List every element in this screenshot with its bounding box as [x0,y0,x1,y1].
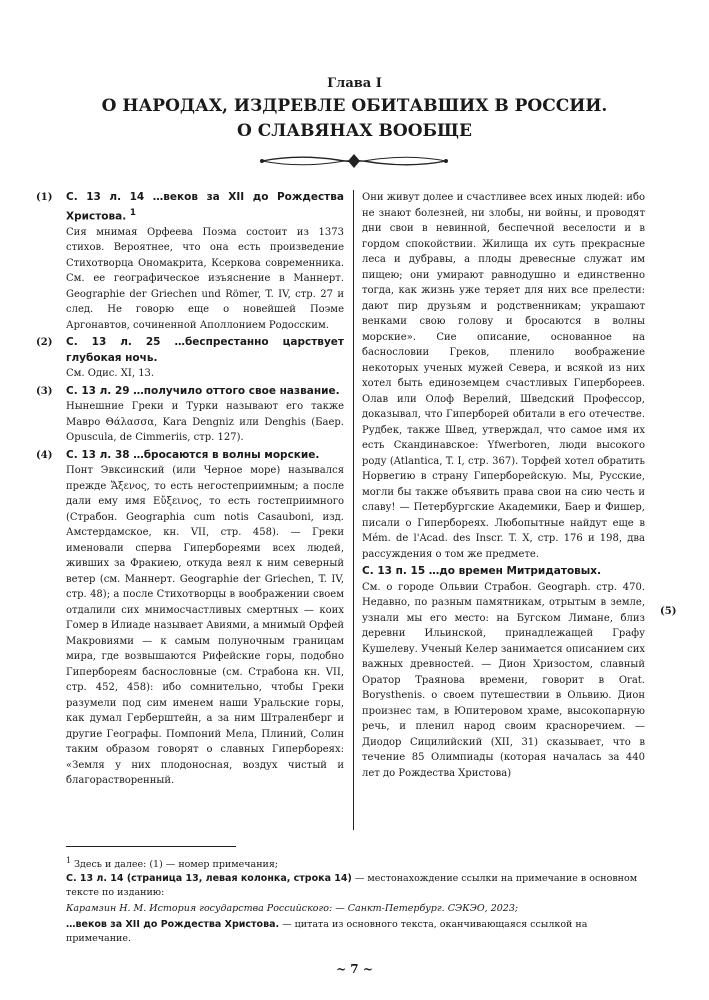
note-text: См. о городе Ольвии Страбон. Geograph. стр. 470. Недавно, по разным памятникам, отрытым в земле, узнали мы его место: на Бугском Лимане, близ деревни Ильинской, принадлежащей Графу Кушелеву. Ученый Келер занимается описанием сих важных древностей. — Дион Хризостом, славный Оратор Траянова времени, говорит в Orat. Borysthenis. о своем путешествии в Ольвию. Дион произнес там, в Юпитеровом храме, высокопарную речь, и пленил народ своим красноречием. — Диодор Сицилийский (XII, 31) сказывает, что в течение 85 Олимпиады (которая началась за 440 лет до Рождества Христова) [362,581,645,779]
footnote-4: …веков за XII до Рождества Христова. — цитата из основного текста, оканчивающаяся ссылкой на примечание. [66,919,588,944]
note-2 [36,335,344,382]
footnote-rule [66,846,236,847]
footnote-ref: 1 [129,207,136,218]
note-4 [36,448,344,789]
note-3 [36,384,344,446]
note-heading: С. 13 л. 29 …получило оттого свое название. [66,384,340,397]
note-number: (1) [36,192,53,203]
column-separator [353,190,354,830]
note-number: (4) [36,449,53,461]
note-text: Нынешние Греки и Турки называют его также Мавро Θάλασσα, Kara Dengniz или Denghis (Баер. Opuscula, de Cimmeriis, стр. 127). [66,401,344,443]
note-number: (2) [36,337,53,348]
note-text-part2: Они живут долее и счастливее всех иных людей: ибо не знают болезней, ни злобы, ни войны, и проводят дни свои в невинной, беспечной веселости и в гордом спокойствии. Жилища их суть прекрасные леса и дубравы, а плоды древесные служат им пищею; они умирают равнодушно и единственно тогда, как жизнь уже теряет для них все прелести: дают пир друзьям и родственникам; украшают венками свою голову и бросаются в волны морские». Сие описание, основанное на баснословии Греков, пленило воображение некоторых ученых мужей Севера, и всякой из них хотел быть единоземцем счастливых Гипербореев. Олав или Олоф Верелий, Шведский Профессор, доказывал, что Гиперборей обитали в его отечестве. Рудбек, также Швед, утверждал, что самое имя их есть Скандинавское: Yfwerboren, люди высокого роду (Atlantica, T. I, стр. 367). Торфей хотел обратить Норвегию в страну Гиперборейскую. Мы, Русские, могли бы также объявить права свои на сию честь и славу! — Петербургские Академики, Баер и Фишер, писали о Гипербореях. Любопытные найдут еще в Mém. de l'Acad. des Inscr. T. X, стр. 176 и 198, два рассуждения о том же предмете. [362,192,645,560]
note-heading: С. 13 л. 14 …веков за XII до Рождества Христова. $^1$ [66,191,344,222]
page-number: ~ 7 ~ [336,962,373,976]
footnote-3: Карамзин Н. М. История государства Российского: — Санкт-Петербург. СЭКЭО, 2023; [66,903,519,914]
footnote-2: С. 13 л. 14 (страница 13, левая колонка, строка 14) — местонахождение ссылки на примечание в основном тексте по изданию: [66,873,638,898]
note-4-continued [362,190,645,562]
chapter-title-line2: О СЛАВЯНАХ ВООБЩЕ [237,121,472,141]
note-heading: С. 13 л. 25 …беспрестанно царствует глубокая ночь. [66,336,344,364]
note-text: Сия мнимая Орфеева Поэма состоит из 1373 стихов. Вероятнее, что она есть произведение Стихотворца Ономакрита, Ксеркова современника. См. ее географическое изъяснение в Маннерт. Geographie der Griechen und Römer, T. IV, стр. 27 и след. Не говорю еще о новейшей Поэме Аргонавтов, сочиненной Аполлонием Родосским. [66,226,344,331]
chapter-label: Глава I [327,76,382,91]
left-column [36,190,344,791]
note-text-part1: Понт Эвксинский (или Черное море) назывался прежде Ἄξενος, то есть негостеприимным; а после дали ему имя Εὔξεινος, то есть гостеприимного (Страбон. Geographia cum notis Casauboni, изд. Амстердамское, кн. VII, стр. 458). — Греки именовали сперва Гипербореями всех людей, живших за Фракиею, откуда веял к ним северный ветер (см. Маннерт. Geographie der Griechen, T. IV, стр. 48); а после Стихотворцы в воображении своем отдалили сих мнимосчастливых смертных — коих Гомер в Илиаде называет Авиями, а мнимый Орфей Макровиями — к самым полуночным границам мира, где возвышаются Рифейские горы, подобно Гипербореям баснословные (см. Страбона кн. VII, стр. 452, 458): ибо сомнительно, чтобы Греки разумели под сим именем наши Уральские горы, как думал Герберштейн, а за ним Штраленберг и другие Географы. Помпоний Мела, Плиний, Солин таким образом говорят о славных Гипербореях: «Земля у них плодоносная, воздух чистый и благорастворенный. [66,465,344,786]
note-number: (3) [36,385,53,397]
right-column [362,190,645,783]
footnote-1: $^1$ Здесь и далее: (1) — номер примечания; [66,856,279,871]
note-5 [362,564,645,781]
note-text: См. Одис. XI, 13. [66,368,155,379]
ornament-divider [258,150,450,172]
chapter-title-line1: О НАРОДАХ, ИЗДРЕВЛЕ ОБИТАВШИХ В РОССИИ. [101,96,608,116]
note-heading: С. 13 п. 15 …до времен Митридатовых. [362,565,602,577]
note-1 [36,190,344,333]
note-heading: С. 13 л. 38 …бросаются в волны морские. [66,448,320,461]
note-number: (5) [660,606,677,617]
